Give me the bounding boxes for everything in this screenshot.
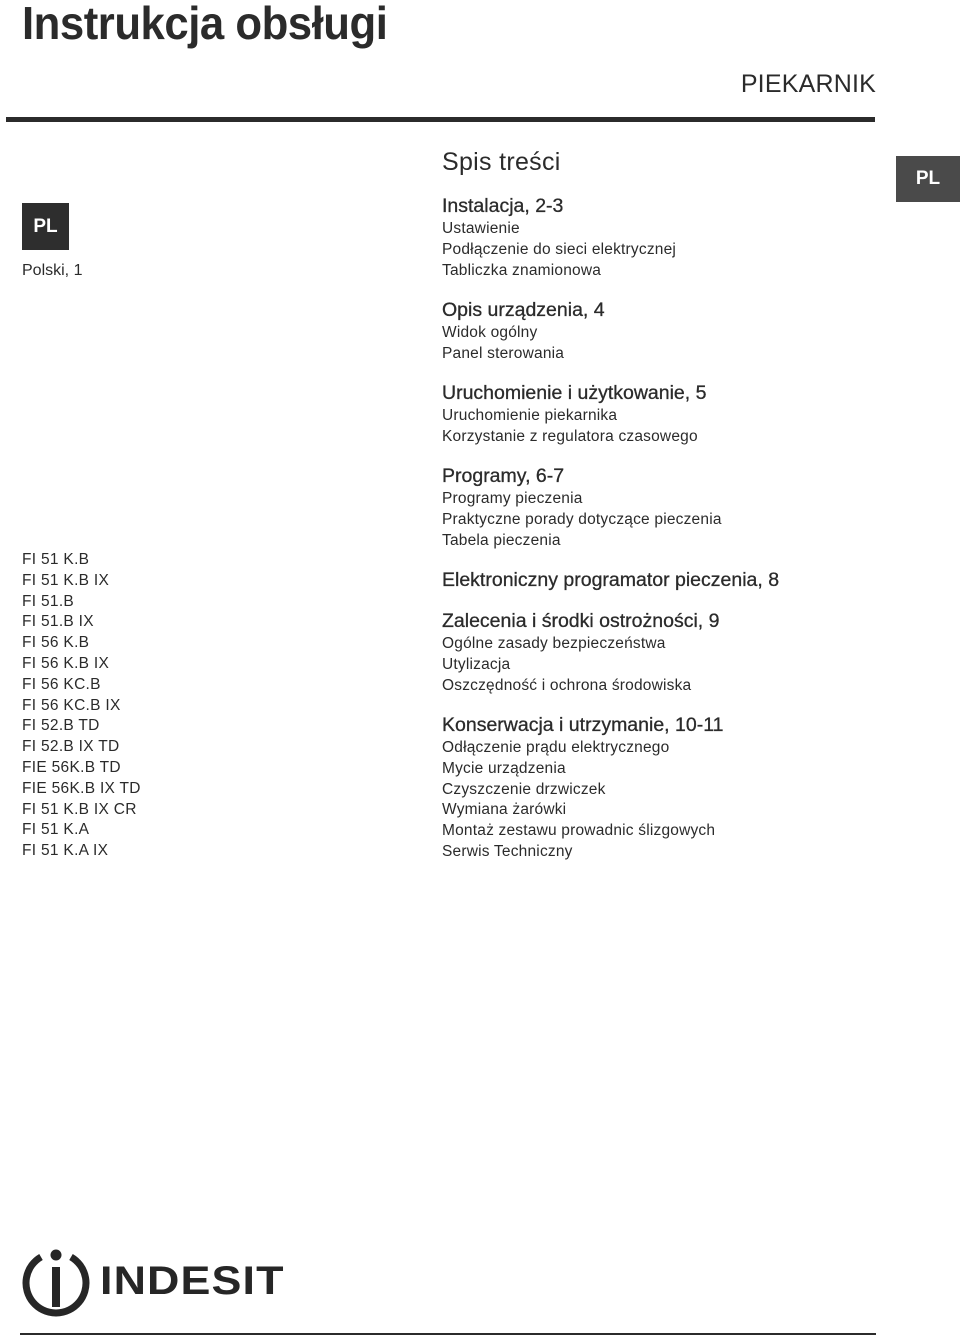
toc-item: Ogólne zasady bezpieczeństwa bbox=[442, 635, 666, 652]
toc-heading: Zalecenia i środki ostrożności, 9 bbox=[442, 610, 720, 632]
toc-section-zalecenia bbox=[442, 609, 719, 696]
model-item: FI 56 KC.B bbox=[22, 675, 101, 693]
language-tab: PL bbox=[896, 156, 960, 202]
toc-item: Serwis Techniczny bbox=[442, 842, 573, 860]
toc-section-uruchomienie bbox=[442, 381, 706, 448]
toc-heading: Opis urządzenia, 4 bbox=[442, 299, 605, 321]
model-item: FI 51 K.A bbox=[22, 821, 90, 839]
language-label: Polski, 1 bbox=[22, 262, 83, 279]
footer-divider bbox=[20, 1333, 876, 1335]
page-title: Instrukcja obsługi bbox=[22, 0, 388, 49]
model-item: FI 51 K.A IX bbox=[22, 842, 109, 860]
toc-item: Podłączenie do sieci elektrycznej bbox=[442, 240, 677, 258]
model-item: FI 56 KC.B IX bbox=[22, 696, 121, 714]
toc-item: Praktyczne porady dotyczące pieczenia bbox=[442, 510, 722, 528]
toc-item: Utylizacja bbox=[442, 655, 511, 673]
model-item: FIE 56K.B IX TD bbox=[22, 779, 141, 797]
toc-section-opis bbox=[442, 298, 605, 365]
toc-item: Korzystanie z regulatora czasowego bbox=[442, 427, 698, 445]
language-badge: PL bbox=[22, 203, 69, 250]
model-item: FI 51 K.B IX CR bbox=[22, 800, 137, 818]
toc-section-programy bbox=[442, 464, 722, 551]
toc-title: Spis treści bbox=[442, 148, 561, 176]
model-item: FI 51.B IX bbox=[22, 613, 94, 631]
model-list bbox=[22, 550, 141, 862]
model-item: FI 51.B bbox=[22, 592, 75, 610]
model-item: FIE 56K.B TD bbox=[22, 758, 121, 776]
toc-item: Uruchomienie piekarnika bbox=[442, 407, 618, 424]
brand-name: INDESIT bbox=[100, 1258, 285, 1303]
toc-section-instalacja bbox=[442, 194, 676, 281]
toc-item: Wymiana żarówki bbox=[442, 801, 567, 819]
model-item: FI 51 K.B bbox=[22, 551, 90, 568]
toc-heading: Instalacja, 2-3 bbox=[442, 195, 564, 217]
indesit-i-icon bbox=[20, 1243, 92, 1319]
model-item: FI 52.B TD bbox=[22, 717, 100, 735]
toc-item: Oszczędność i ochrona środowiska bbox=[442, 676, 692, 694]
model-item: FI 56 K.B bbox=[22, 634, 90, 652]
model-item: FI 56 K.B IX bbox=[22, 654, 110, 672]
toc-item: Programy pieczenia bbox=[442, 490, 583, 507]
model-item: FI 52.B IX TD bbox=[22, 738, 120, 756]
toc-heading: Programy, 6-7 bbox=[442, 465, 565, 487]
toc-item: Tabela pieczenia bbox=[442, 531, 561, 549]
toc-item: Panel sterowania bbox=[442, 344, 565, 362]
brand-logo bbox=[20, 1243, 285, 1319]
model-item: FI 51 K.B IX bbox=[22, 571, 110, 589]
toc-heading: Elektroniczny programator pieczenia, 8 bbox=[442, 569, 780, 591]
toc-item: Montaż zestawu prowadnic ślizgowych bbox=[442, 822, 716, 840]
product-type: PIEKARNIK bbox=[740, 70, 876, 98]
toc-section-programator bbox=[442, 568, 779, 593]
toc-heading: Uruchomienie i użytkowanie, 5 bbox=[442, 382, 707, 404]
header-divider bbox=[6, 117, 875, 122]
toc-item: Tabliczka znamionowa bbox=[442, 261, 602, 279]
toc-item: Mycie urządzenia bbox=[442, 759, 566, 777]
toc-heading: Konserwacja i utrzymanie, 10-11 bbox=[442, 714, 724, 736]
toc-item: Odłączenie prądu elektrycznego bbox=[442, 739, 670, 756]
toc-section-konserwacja bbox=[442, 713, 723, 863]
toc-item: Widok ogólny bbox=[442, 324, 538, 341]
toc-item: Czyszczenie drzwiczek bbox=[442, 780, 606, 798]
toc-item: Ustawienie bbox=[442, 220, 520, 237]
